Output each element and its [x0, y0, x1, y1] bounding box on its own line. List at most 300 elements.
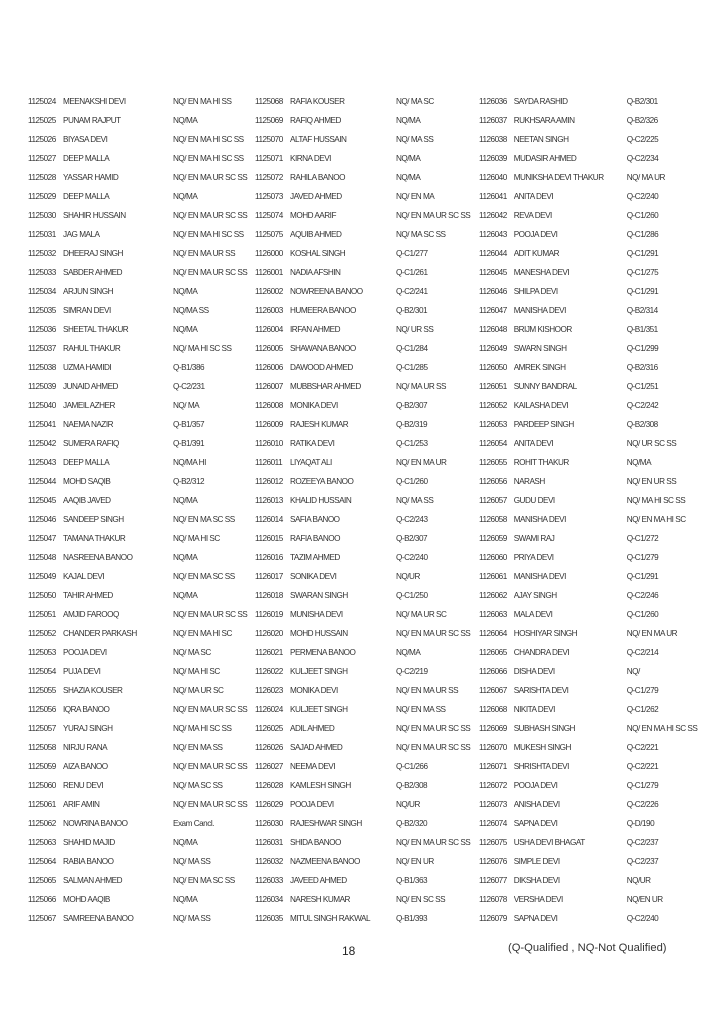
- candidate-name: KIRNA DEVI: [290, 154, 331, 163]
- table-row: [28, 605, 253, 624]
- roll-number: 1126054: [479, 439, 507, 448]
- roll-number: 1125073: [255, 192, 283, 201]
- candidate-name: HOSHIYAR SINGH: [513, 629, 578, 638]
- result-status: NQ/ MA SC SS: [173, 781, 223, 790]
- result-status: NQ/UR: [396, 572, 420, 581]
- result-status: Q-C1/277: [396, 249, 428, 258]
- candidate-name: ADIT KUMAR: [513, 249, 560, 258]
- candidate-name: DIKSHA DEVI: [513, 876, 560, 885]
- roll-number: 1125029: [28, 192, 56, 201]
- candidate-name: SANDEEP SINGH: [63, 515, 124, 524]
- roll-number: 1125049: [28, 572, 56, 581]
- roll-number: 1125051: [28, 610, 56, 619]
- candidate-name: RAJESHWAR SINGH: [290, 819, 362, 828]
- table-row: [479, 130, 704, 149]
- candidate-name: DAWOOD AHMED: [290, 363, 353, 372]
- result-status: NQ/ MA UR SC: [173, 686, 224, 695]
- table-row: [255, 852, 477, 871]
- candidate-name: MOHD SAQIB: [63, 477, 111, 486]
- result-status: NQ/UR: [626, 876, 651, 885]
- result-status: Q-C2/243: [396, 515, 428, 524]
- candidate-name: RAJESH KUMAR: [290, 420, 349, 429]
- table-row: [479, 187, 704, 206]
- result-status: Q-C1/284: [396, 344, 428, 353]
- roll-number: 1125060: [28, 781, 56, 790]
- result-status: Q-C1/260: [626, 211, 659, 220]
- candidate-name: RAFIA KOUSER: [290, 97, 345, 106]
- roll-number: 1126005: [255, 344, 283, 353]
- result-status: Q-C2/214: [626, 648, 659, 657]
- table-row: [479, 700, 704, 719]
- result-status: NQ/ EN MA UR SC SS: [173, 211, 248, 220]
- roll-number: 1125067: [28, 914, 56, 923]
- roll-number: 1125064: [28, 857, 56, 866]
- candidate-name: RAFIA BANOO: [290, 534, 341, 543]
- candidate-name: POOJA DEVI: [290, 800, 334, 809]
- table-row: [255, 776, 477, 795]
- table-row: [255, 491, 477, 510]
- candidate-name: PERMENA BANOO: [290, 648, 356, 657]
- roll-number: 1126027: [255, 762, 283, 771]
- roll-number: 1125040: [28, 401, 56, 410]
- table-row: [255, 510, 477, 529]
- roll-number: 1126022: [255, 667, 283, 676]
- candidate-name: DEEP MALLA: [63, 192, 110, 201]
- candidate-name: SUMERA RAFIQ: [63, 439, 119, 448]
- result-status: NQ/: [626, 667, 640, 676]
- result-status: NQ/ EN MA UR SC SS: [396, 743, 471, 752]
- table-row: [255, 681, 477, 700]
- roll-number: 1126072: [479, 781, 507, 790]
- table-row: [479, 168, 704, 187]
- candidate-name: MANESHA DEVI: [513, 268, 570, 277]
- roll-number: 1125053: [28, 648, 56, 657]
- result-status: NQ/ MA UR SS: [396, 382, 446, 391]
- roll-number: 1126000: [255, 249, 283, 258]
- roll-number: 1126041: [479, 192, 507, 201]
- table-row: [28, 130, 253, 149]
- candidate-name: MOHD AARIF: [290, 211, 336, 220]
- result-status: NQ/ MA: [173, 401, 200, 410]
- table-row: [255, 567, 477, 586]
- table-row: [255, 643, 477, 662]
- candidate-name: SONIKA DEVI: [290, 572, 337, 581]
- roll-number: 1125065: [28, 876, 56, 885]
- table-row: [255, 586, 477, 605]
- table-row: [28, 244, 253, 263]
- roll-number: 1126064: [479, 629, 507, 638]
- roll-number: 1125055: [28, 686, 56, 695]
- legend-note: (Q-Qualified , NQ-Not Qualified): [508, 942, 667, 954]
- roll-number: 1125056: [28, 705, 56, 714]
- candidate-name: USHA DEVI BHAGAT: [513, 838, 585, 847]
- result-status: Q-C1/251: [626, 382, 659, 391]
- table-row: [28, 187, 253, 206]
- roll-number: 1126007: [255, 382, 283, 391]
- result-status: Q-C1/286: [626, 230, 659, 239]
- candidate-name: JAG MALA: [63, 230, 100, 239]
- roll-number: 1126044: [479, 249, 507, 258]
- table-row: [28, 890, 253, 909]
- roll-number: 1126003: [255, 306, 283, 315]
- candidate-name: POOJA DEVI: [513, 781, 558, 790]
- roll-number: 1126017: [255, 572, 283, 581]
- roll-number: 1126023: [255, 686, 283, 695]
- result-status: NQ/MA: [173, 553, 198, 562]
- roll-number: 1126070: [479, 743, 507, 752]
- table-row: [255, 434, 477, 453]
- table-row: [255, 168, 477, 187]
- candidate-name: KAJAL DEVI: [63, 572, 105, 581]
- table-row: [28, 738, 253, 757]
- roll-number: 1126043: [479, 230, 507, 239]
- table-row: [255, 529, 477, 548]
- table-row: [479, 263, 704, 282]
- table-row: [255, 814, 477, 833]
- table-row: [28, 358, 253, 377]
- table-row: [255, 339, 477, 358]
- roll-number: 1126063: [479, 610, 507, 619]
- result-status: NQ/ MA UR SC: [396, 610, 447, 619]
- result-status: NQ/ EN MA SC SS: [173, 572, 235, 581]
- result-status: NQ/ EN MA UR SC SS: [173, 705, 248, 714]
- table-row: [255, 187, 477, 206]
- table-row: [479, 719, 704, 738]
- result-status: Q-C1/291: [626, 249, 659, 258]
- roll-number: 1125047: [28, 534, 56, 543]
- candidate-name: ALTAF HUSSAIN: [290, 135, 347, 144]
- results-column-1: [28, 92, 253, 928]
- result-status: NQ/ EN MA UR SC SS: [173, 268, 248, 277]
- result-status: Q-C1/260: [626, 610, 659, 619]
- result-status: NQ/ MA HI SC: [173, 534, 220, 543]
- roll-number: 1126030: [255, 819, 283, 828]
- candidate-name: KULJEET SINGH: [290, 667, 348, 676]
- result-status: NQ/ EN MA: [396, 192, 435, 201]
- roll-number: 1126060: [479, 553, 507, 562]
- roll-number: 1126013: [255, 496, 283, 505]
- candidate-name: JAMEIL AZHER: [63, 401, 115, 410]
- result-status: NQ/ EN MA UR SS: [173, 249, 236, 258]
- table-row: [479, 586, 704, 605]
- table-row: [479, 757, 704, 776]
- candidate-name: AMJID FAROOQ: [63, 610, 119, 619]
- candidate-name: AJAY SINGH: [513, 591, 557, 600]
- table-row: [28, 149, 253, 168]
- table-row: [28, 434, 253, 453]
- table-row: [255, 871, 477, 890]
- roll-number: 1126042: [479, 211, 507, 220]
- roll-number: 1126019: [255, 610, 283, 619]
- candidate-name: JAVEED AHMED: [290, 876, 347, 885]
- table-row: [28, 92, 253, 111]
- roll-number: 1126061: [479, 572, 507, 581]
- roll-number: 1126016: [255, 553, 283, 562]
- candidate-name: NEEMA DEVI: [290, 762, 336, 771]
- table-row: [479, 814, 704, 833]
- result-status: Q-C2/237: [626, 838, 659, 847]
- result-status: NQ/MA: [396, 173, 421, 182]
- table-row: [255, 396, 477, 415]
- candidate-name: IQRA BANOO: [63, 705, 110, 714]
- candidate-name: ANISHA DEVI: [513, 800, 560, 809]
- roll-number: 1126059: [479, 534, 507, 543]
- result-status: NQ/ EN MA SS: [173, 743, 223, 752]
- result-status: Q-B1/351: [626, 325, 658, 334]
- roll-number: 1125071: [255, 154, 283, 163]
- candidate-name: PRIYA DEVI: [513, 553, 554, 562]
- candidate-name: MONIKA DEVI: [290, 401, 338, 410]
- roll-number: 1125050: [28, 591, 56, 600]
- roll-number: 1126073: [479, 800, 507, 809]
- roll-number: 1125043: [28, 458, 56, 467]
- table-row: [255, 548, 477, 567]
- candidate-name: ANITA DEVI: [513, 439, 554, 448]
- candidate-name: NADIA AFSHIN: [290, 268, 341, 277]
- candidate-name: SHIDA BANOO: [290, 838, 341, 847]
- table-row: [28, 510, 253, 529]
- candidate-name: ROHIT THAKUR: [513, 458, 569, 467]
- table-row: [255, 738, 477, 757]
- candidate-name: MONIKA DEVI: [290, 686, 338, 695]
- candidate-name: KHALID HUSSAIN: [290, 496, 352, 505]
- table-row: [28, 567, 253, 586]
- table-row: [479, 396, 704, 415]
- table-row: [28, 301, 253, 320]
- candidate-name: NIKITA DEVI: [513, 705, 555, 714]
- table-row: [28, 814, 253, 833]
- roll-number: 1126010: [255, 439, 283, 448]
- result-status: Q-C1/291: [626, 572, 659, 581]
- result-status: Q-C2/237: [626, 857, 659, 866]
- candidate-name: SHAHIR HUSSAIN: [63, 211, 126, 220]
- result-status: NQ/ EN MA UR SC SS: [173, 173, 248, 182]
- table-row: [479, 472, 704, 491]
- result-status: NQ/MA: [396, 648, 421, 657]
- roll-number: 1125042: [28, 439, 56, 448]
- result-status: NQ/MA SS: [173, 306, 209, 315]
- candidate-name: SWARN SINGH: [513, 344, 567, 353]
- candidate-name: YURAJ SINGH: [63, 724, 113, 733]
- result-status: NQ/ MA SS: [396, 496, 434, 505]
- candidate-name: RUKHSARA AMIN: [513, 116, 575, 125]
- roll-number: 1126012: [255, 477, 283, 486]
- result-status: NQ/ EN UR: [396, 857, 434, 866]
- roll-number: 1126077: [479, 876, 507, 885]
- table-row: [28, 909, 253, 928]
- roll-number: 1126046: [479, 287, 507, 296]
- table-row: [479, 567, 704, 586]
- table-row: [255, 605, 477, 624]
- result-status: NQ/ EN MA HI SC: [626, 515, 686, 524]
- result-status: Q-C1/279: [626, 686, 659, 695]
- result-status: NQ/ EN MA UR SC SS: [173, 800, 248, 809]
- table-row: [28, 548, 253, 567]
- roll-number: 1125031: [28, 230, 56, 239]
- candidate-name: SAMREENA BANOO: [63, 914, 134, 923]
- result-status: NQ/UR: [396, 800, 420, 809]
- candidate-name: RAHILA BANOO: [290, 173, 345, 182]
- table-row: [28, 472, 253, 491]
- roll-number: 1125059: [28, 762, 56, 771]
- result-status: Q-B1/391: [173, 439, 205, 448]
- table-row: [479, 453, 704, 472]
- roll-number: 1125048: [28, 553, 56, 562]
- candidate-name: NAZMEENA BANOO: [290, 857, 360, 866]
- candidate-name: NIRJU RANA: [63, 743, 108, 752]
- candidate-name: MITUL SINGH RAKWAL: [290, 914, 371, 923]
- table-row: [255, 206, 477, 225]
- roll-number: 1126055: [479, 458, 507, 467]
- result-status: NQ/MA: [173, 116, 198, 125]
- candidate-name: SHRISHTA DEVI: [513, 762, 569, 771]
- candidate-name: SAPNA DEVI: [513, 819, 558, 828]
- roll-number: 1125044: [28, 477, 56, 486]
- table-row: [479, 909, 704, 928]
- table-row: [255, 111, 477, 130]
- table-row: [479, 377, 704, 396]
- result-status: NQ/ MA SC: [173, 648, 211, 657]
- result-status: NQ/ EN MA SC SS: [173, 876, 235, 885]
- candidate-name: SWARAN SINGH: [290, 591, 348, 600]
- candidate-name: SAYDA RASHID: [513, 97, 568, 106]
- table-row: [28, 206, 253, 225]
- table-row: [479, 415, 704, 434]
- candidate-name: ARJUN SINGH: [63, 287, 113, 296]
- roll-number: 1126009: [255, 420, 283, 429]
- table-row: [479, 206, 704, 225]
- result-status: Q-C1/275: [626, 268, 659, 277]
- candidate-name: POOJA DEVI: [513, 230, 558, 239]
- candidate-name: BRIJM KISHOOR: [513, 325, 572, 334]
- roll-number: 1125068: [255, 97, 283, 106]
- result-status: Q-B2/301: [626, 97, 658, 106]
- result-status: NQ/ MA HI SC SS: [173, 344, 232, 353]
- roll-number: 1126020: [255, 629, 283, 638]
- candidate-name: CHANDRA DEVI: [513, 648, 570, 657]
- table-row: [479, 320, 704, 339]
- table-row: [479, 92, 704, 111]
- table-row: [479, 662, 704, 681]
- roll-number: 1125075: [255, 230, 283, 239]
- candidate-name: NOWREENA BANOO: [290, 287, 363, 296]
- roll-number: 1125035: [28, 306, 56, 315]
- result-status: Q-C2/234: [626, 154, 659, 163]
- roll-number: 1126039: [479, 154, 507, 163]
- table-row: [28, 168, 253, 187]
- candidate-name: SHAHID MAJID: [63, 838, 115, 847]
- result-status: NQ/ EN MA UR SC SS: [396, 211, 471, 220]
- candidate-name: POOJA DEVI: [63, 648, 107, 657]
- result-status: NQ/ MA SC: [396, 97, 434, 106]
- candidate-name: RAHUL THAKUR: [63, 344, 121, 353]
- results-column-3: [479, 92, 704, 928]
- result-status: Q-B1/357: [173, 420, 205, 429]
- roll-number: 1125069: [255, 116, 283, 125]
- table-row: [255, 757, 477, 776]
- result-status: NQ/ MA SS: [173, 857, 211, 866]
- candidate-name: DEEP MALLA: [63, 458, 110, 467]
- result-status: Q-C1/266: [396, 762, 428, 771]
- result-status: Q-B2/307: [396, 534, 428, 543]
- table-row: [255, 282, 477, 301]
- result-status: Q-C2/221: [626, 743, 659, 752]
- candidate-name: SIMPLE DEVI: [513, 857, 560, 866]
- result-status: Q-B2/314: [626, 306, 658, 315]
- candidate-name: MALA DEVI: [513, 610, 553, 619]
- results-column-2: [255, 92, 477, 928]
- candidate-name: SHAWANA BANOO: [290, 344, 356, 353]
- roll-number: 1126075: [479, 838, 507, 847]
- candidate-name: AAQIB JAVED: [63, 496, 111, 505]
- table-row: [479, 681, 704, 700]
- table-row: [28, 662, 253, 681]
- candidate-name: MUKESH SINGH: [513, 743, 571, 752]
- roll-number: 1126045: [479, 268, 507, 277]
- candidate-name: MOHD HUSSAIN: [290, 629, 348, 638]
- result-status: Q-B2/320: [396, 819, 428, 828]
- result-status: Q-B1/386: [173, 363, 205, 372]
- table-row: [255, 92, 477, 111]
- result-status: Q-C2/221: [626, 762, 659, 771]
- roll-number: 1126034: [255, 895, 283, 904]
- candidate-name: SAJAD AHMED: [290, 743, 343, 752]
- candidate-name: SHEETAL THAKUR: [63, 325, 129, 334]
- result-status: NQ/ EN MA UR: [396, 458, 447, 467]
- roll-number: 1126049: [479, 344, 507, 353]
- result-status: Q-B2/301: [396, 306, 428, 315]
- result-status: NQ/ EN MA HI SS: [173, 97, 232, 106]
- table-row: [28, 624, 253, 643]
- table-row: [255, 795, 477, 814]
- candidate-name: BIYASA DEVI: [63, 135, 108, 144]
- candidate-name: RENU DEVI: [63, 781, 104, 790]
- candidate-name: PARDEEP SINGH: [513, 420, 574, 429]
- table-row: [255, 320, 477, 339]
- candidate-name: SAPNA DEVI: [513, 914, 558, 923]
- candidate-name: RATIKA DEVI: [290, 439, 335, 448]
- table-row: [255, 624, 477, 643]
- roll-number: 1125066: [28, 895, 56, 904]
- roll-number: 1126058: [479, 515, 507, 524]
- result-status: NQ/ EN MA HI SC SS: [173, 135, 244, 144]
- table-row: [255, 700, 477, 719]
- table-row: [28, 396, 253, 415]
- table-row: [255, 662, 477, 681]
- table-row: [28, 871, 253, 890]
- candidate-name: PUJA DEVI: [63, 667, 101, 676]
- table-row: [479, 225, 704, 244]
- table-row: [28, 320, 253, 339]
- roll-number: 1126008: [255, 401, 283, 410]
- table-row: [479, 111, 704, 130]
- roll-number: 1125032: [28, 249, 56, 258]
- roll-number: 1125046: [28, 515, 56, 524]
- result-status: Q-C1/285: [396, 363, 428, 372]
- result-status: NQ/ EN MA UR SS: [396, 686, 459, 695]
- candidate-name: ANITA DEVI: [513, 192, 554, 201]
- result-status: Q-C1/253: [396, 439, 428, 448]
- result-status: NQ/ MA HI SC: [173, 667, 220, 676]
- result-status: NQ/EN UR: [626, 895, 663, 904]
- table-row: [28, 377, 253, 396]
- candidate-name: TAMANA THAKUR: [63, 534, 126, 543]
- table-row: [28, 263, 253, 282]
- result-status: NQ/MA: [173, 287, 198, 296]
- roll-number: 1125058: [28, 743, 56, 752]
- candidate-name: ADIL AHMED: [290, 724, 335, 733]
- roll-number: 1126065: [479, 648, 507, 657]
